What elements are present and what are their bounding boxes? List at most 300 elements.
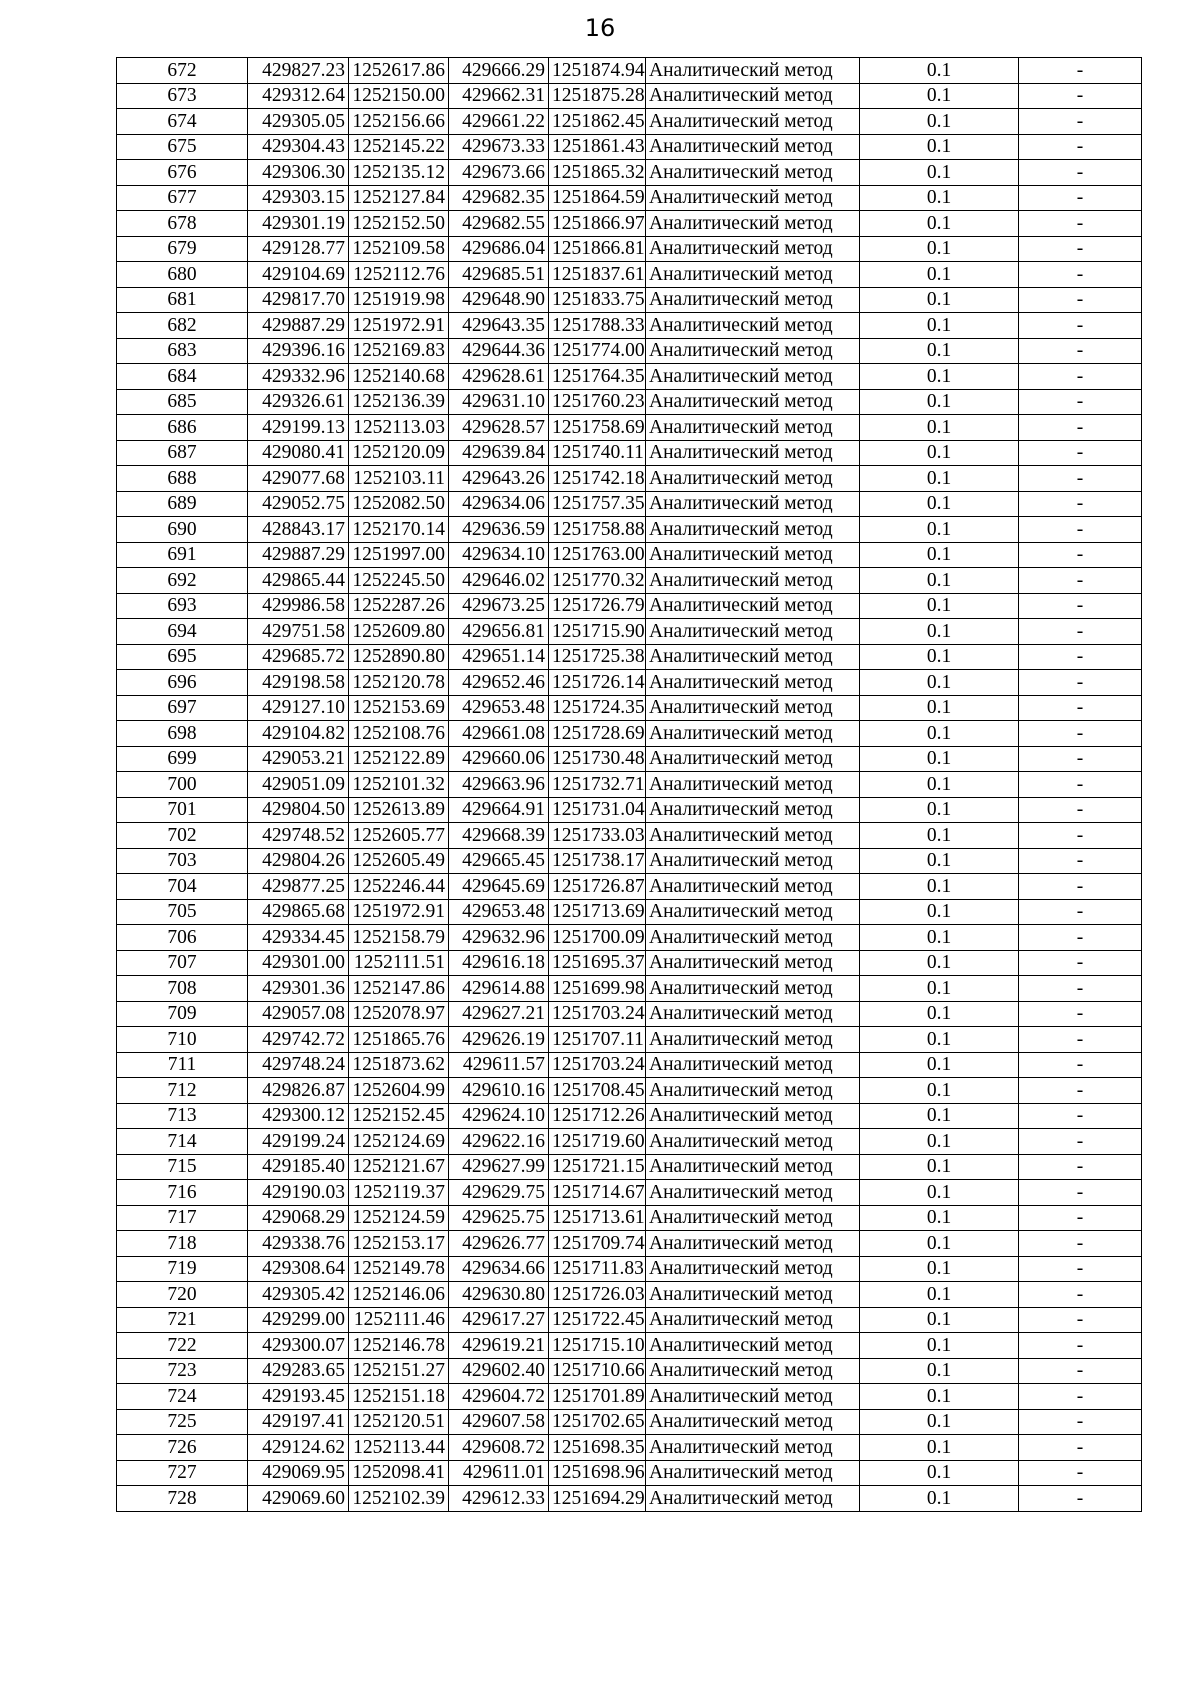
method-cell: Аналитический метод [646,823,860,849]
table-row [117,1307,1142,1333]
x-coordinate-2-cell: 429673.33 [449,134,549,160]
note-cell: - [1019,1001,1142,1027]
method-cell: Аналитический метод [646,1307,860,1333]
x-coordinate-2-cell: 429628.57 [449,415,549,441]
accuracy-cell: 0.1 [860,313,1019,339]
point-number-cell: 702 [117,823,248,849]
accuracy-cell: 0.1 [860,593,1019,619]
y-coordinate-2-cell: 1251757.35 [549,491,646,517]
y-coordinate-cell: 1252136.39 [349,389,449,415]
y-coordinate-2-cell: 1251733.03 [549,823,646,849]
coordinates-table [116,57,1142,1512]
note-cell: - [1019,313,1142,339]
x-coordinate-2-cell: 429661.08 [449,721,549,747]
note-cell: - [1019,491,1142,517]
point-number-cell: 711 [117,1052,248,1078]
y-coordinate-cell: 1252152.50 [349,211,449,237]
y-coordinate-2-cell: 1251774.00 [549,338,646,364]
table-row [117,1333,1142,1359]
note-cell: - [1019,721,1142,747]
x-coordinate-2-cell: 429616.18 [449,950,549,976]
note-cell: - [1019,160,1142,186]
x-coordinate-2-cell: 429607.58 [449,1409,549,1435]
method-cell: Аналитический метод [646,466,860,492]
table-row [117,1078,1142,1104]
method-cell: Аналитический метод [646,236,860,262]
point-number-cell: 685 [117,389,248,415]
y-coordinate-cell: 1252111.51 [349,950,449,976]
x-coordinate-cell: 429128.77 [248,236,349,262]
y-coordinate-cell: 1251997.00 [349,542,449,568]
accuracy-cell: 0.1 [860,1282,1019,1308]
y-coordinate-cell: 1252151.18 [349,1384,449,1410]
x-coordinate-2-cell: 429625.75 [449,1205,549,1231]
y-coordinate-2-cell: 1251760.23 [549,389,646,415]
method-cell: Аналитический метод [646,313,860,339]
point-number-cell: 691 [117,542,248,568]
table-row [117,976,1142,1002]
table-row [117,899,1142,925]
method-cell: Аналитический метод [646,1154,860,1180]
accuracy-cell: 0.1 [860,1256,1019,1282]
x-coordinate-cell: 429804.50 [248,797,349,823]
x-coordinate-cell: 429887.29 [248,542,349,568]
accuracy-cell: 0.1 [860,160,1019,186]
x-coordinate-2-cell: 429626.19 [449,1027,549,1053]
x-coordinate-cell: 429301.19 [248,211,349,237]
y-coordinate-2-cell: 1251726.14 [549,670,646,696]
note-cell: - [1019,1460,1142,1486]
accuracy-cell: 0.1 [860,389,1019,415]
x-coordinate-2-cell: 429639.84 [449,440,549,466]
point-number-cell: 679 [117,236,248,262]
note-cell: - [1019,848,1142,874]
x-coordinate-cell: 429338.76 [248,1231,349,1257]
method-cell: Аналитический метод [646,262,860,288]
note-cell: - [1019,950,1142,976]
point-number-cell: 724 [117,1384,248,1410]
y-coordinate-2-cell: 1251713.69 [549,899,646,925]
method-cell: Аналитический метод [646,670,860,696]
y-coordinate-2-cell: 1251862.45 [549,109,646,135]
accuracy-cell: 0.1 [860,185,1019,211]
note-cell: - [1019,389,1142,415]
point-number-cell: 692 [117,568,248,594]
y-coordinate-2-cell: 1251738.17 [549,848,646,874]
x-coordinate-2-cell: 429634.10 [449,542,549,568]
x-coordinate-2-cell: 429653.48 [449,695,549,721]
y-coordinate-2-cell: 1251721.15 [549,1154,646,1180]
table-row [117,415,1142,441]
accuracy-cell: 0.1 [860,1205,1019,1231]
table-row [117,568,1142,594]
note-cell: - [1019,1282,1142,1308]
method-cell: Аналитический метод [646,772,860,798]
x-coordinate-cell: 429817.70 [248,287,349,313]
x-coordinate-cell: 429127.10 [248,695,349,721]
y-coordinate-cell: 1252146.78 [349,1333,449,1359]
note-cell: - [1019,670,1142,696]
note-cell: - [1019,568,1142,594]
y-coordinate-2-cell: 1251837.61 [549,262,646,288]
note-cell: - [1019,287,1142,313]
y-coordinate-2-cell: 1251711.83 [549,1256,646,1282]
method-cell: Аналитический метод [646,389,860,415]
x-coordinate-cell: 429300.07 [248,1333,349,1359]
table-row [117,338,1142,364]
y-coordinate-cell: 1252120.78 [349,670,449,696]
accuracy-cell: 0.1 [860,1333,1019,1359]
table-row [117,1460,1142,1486]
point-number-cell: 673 [117,83,248,109]
y-coordinate-cell: 1252150.00 [349,83,449,109]
accuracy-cell: 0.1 [860,1180,1019,1206]
accuracy-cell: 0.1 [860,1486,1019,1512]
table-row [117,670,1142,696]
point-number-cell: 709 [117,1001,248,1027]
y-coordinate-cell: 1252101.32 [349,772,449,798]
y-coordinate-cell: 1252604.99 [349,1078,449,1104]
x-coordinate-2-cell: 429617.27 [449,1307,549,1333]
y-coordinate-cell: 1252609.80 [349,619,449,645]
y-coordinate-2-cell: 1251770.32 [549,568,646,594]
x-coordinate-cell: 429334.45 [248,925,349,951]
method-cell: Аналитический метод [646,1486,860,1512]
method-cell: Аналитический метод [646,1358,860,1384]
accuracy-cell: 0.1 [860,925,1019,951]
note-cell: - [1019,58,1142,84]
note-cell: - [1019,644,1142,670]
y-coordinate-cell: 1252121.67 [349,1154,449,1180]
accuracy-cell: 0.1 [860,338,1019,364]
y-coordinate-2-cell: 1251701.89 [549,1384,646,1410]
accuracy-cell: 0.1 [860,1435,1019,1461]
note-cell: - [1019,1103,1142,1129]
y-coordinate-2-cell: 1251719.60 [549,1129,646,1155]
x-coordinate-cell: 429051.09 [248,772,349,798]
y-coordinate-2-cell: 1251695.37 [549,950,646,976]
point-number-cell: 680 [117,262,248,288]
note-cell: - [1019,1027,1142,1053]
accuracy-cell: 0.1 [860,1358,1019,1384]
note-cell: - [1019,1486,1142,1512]
x-coordinate-2-cell: 429646.02 [449,568,549,594]
x-coordinate-cell: 429301.00 [248,950,349,976]
note-cell: - [1019,619,1142,645]
x-coordinate-cell: 429751.58 [248,619,349,645]
table-row [117,874,1142,900]
y-coordinate-2-cell: 1251722.45 [549,1307,646,1333]
point-number-cell: 713 [117,1103,248,1129]
x-coordinate-2-cell: 429604.72 [449,1384,549,1410]
method-cell: Аналитический метод [646,1333,860,1359]
table-row [117,236,1142,262]
note-cell: - [1019,1384,1142,1410]
y-coordinate-cell: 1251865.76 [349,1027,449,1053]
table-row [117,925,1142,951]
x-coordinate-2-cell: 429610.16 [449,1078,549,1104]
x-coordinate-2-cell: 429619.21 [449,1333,549,1359]
y-coordinate-2-cell: 1251728.69 [549,721,646,747]
accuracy-cell: 0.1 [860,1460,1019,1486]
point-number-cell: 723 [117,1358,248,1384]
note-cell: - [1019,1052,1142,1078]
accuracy-cell: 0.1 [860,542,1019,568]
y-coordinate-2-cell: 1251726.03 [549,1282,646,1308]
x-coordinate-cell: 429306.30 [248,160,349,186]
note-cell: - [1019,925,1142,951]
y-coordinate-cell: 1251873.62 [349,1052,449,1078]
method-cell: Аналитический метод [646,568,860,594]
y-coordinate-cell: 1252109.58 [349,236,449,262]
x-coordinate-cell: 429887.29 [248,313,349,339]
method-cell: Аналитический метод [646,491,860,517]
y-coordinate-2-cell: 1251725.38 [549,644,646,670]
table-row [117,848,1142,874]
method-cell: Аналитический метод [646,83,860,109]
accuracy-cell: 0.1 [860,797,1019,823]
accuracy-cell: 0.1 [860,1384,1019,1410]
y-coordinate-2-cell: 1251709.74 [549,1231,646,1257]
y-coordinate-2-cell: 1251699.98 [549,976,646,1002]
y-coordinate-2-cell: 1251833.75 [549,287,646,313]
note-cell: - [1019,109,1142,135]
method-cell: Аналитический метод [646,899,860,925]
y-coordinate-2-cell: 1251730.48 [549,746,646,772]
table-row [117,58,1142,84]
note-cell: - [1019,1129,1142,1155]
method-cell: Аналитический метод [646,415,860,441]
accuracy-cell: 0.1 [860,1103,1019,1129]
method-cell: Аналитический метод [646,338,860,364]
accuracy-cell: 0.1 [860,466,1019,492]
y-coordinate-2-cell: 1251713.61 [549,1205,646,1231]
table-row [117,83,1142,109]
point-number-cell: 706 [117,925,248,951]
point-number-cell: 704 [117,874,248,900]
table-row [117,1027,1142,1053]
y-coordinate-2-cell: 1251875.28 [549,83,646,109]
x-coordinate-2-cell: 429632.96 [449,925,549,951]
accuracy-cell: 0.1 [860,491,1019,517]
y-coordinate-2-cell: 1251758.88 [549,517,646,543]
y-coordinate-cell: 1252140.68 [349,364,449,390]
y-coordinate-cell: 1252113.03 [349,415,449,441]
method-cell: Аналитический метод [646,1205,860,1231]
method-cell: Аналитический метод [646,746,860,772]
y-coordinate-cell: 1252147.86 [349,976,449,1002]
table-row [117,644,1142,670]
accuracy-cell: 0.1 [860,109,1019,135]
y-coordinate-2-cell: 1251874.94 [549,58,646,84]
y-coordinate-cell: 1252605.49 [349,848,449,874]
x-coordinate-2-cell: 429661.22 [449,109,549,135]
y-coordinate-2-cell: 1251865.32 [549,160,646,186]
table-row [117,1256,1142,1282]
method-cell: Аналитический метод [646,874,860,900]
y-coordinate-2-cell: 1251707.11 [549,1027,646,1053]
point-number-cell: 716 [117,1180,248,1206]
y-coordinate-2-cell: 1251714.67 [549,1180,646,1206]
method-cell: Аналитический метод [646,1001,860,1027]
y-coordinate-2-cell: 1251866.81 [549,236,646,262]
x-coordinate-2-cell: 429611.01 [449,1460,549,1486]
x-coordinate-cell: 429300.12 [248,1103,349,1129]
point-number-cell: 693 [117,593,248,619]
accuracy-cell: 0.1 [860,619,1019,645]
method-cell: Аналитический метод [646,593,860,619]
table-row [117,1231,1142,1257]
x-coordinate-cell: 429748.24 [248,1052,349,1078]
y-coordinate-cell: 1252287.26 [349,593,449,619]
y-coordinate-cell: 1252124.69 [349,1129,449,1155]
y-coordinate-cell: 1252617.86 [349,58,449,84]
accuracy-cell: 0.1 [860,415,1019,441]
note-cell: - [1019,695,1142,721]
x-coordinate-cell: 429198.58 [248,670,349,696]
table-row [117,1103,1142,1129]
note-cell: - [1019,466,1142,492]
y-coordinate-cell: 1252111.46 [349,1307,449,1333]
x-coordinate-cell: 429199.24 [248,1129,349,1155]
accuracy-cell: 0.1 [860,823,1019,849]
x-coordinate-2-cell: 429648.90 [449,287,549,313]
x-coordinate-2-cell: 429663.96 [449,772,549,798]
point-number-cell: 684 [117,364,248,390]
x-coordinate-cell: 429304.43 [248,134,349,160]
method-cell: Аналитический метод [646,517,860,543]
point-number-cell: 678 [117,211,248,237]
note-cell: - [1019,1078,1142,1104]
method-cell: Аналитический метод [646,1435,860,1461]
y-coordinate-2-cell: 1251740.11 [549,440,646,466]
table-row [117,313,1142,339]
method-cell: Аналитический метод [646,109,860,135]
x-coordinate-cell: 429197.41 [248,1409,349,1435]
x-coordinate-cell: 429104.69 [248,262,349,288]
accuracy-cell: 0.1 [860,364,1019,390]
x-coordinate-cell: 429685.72 [248,644,349,670]
y-coordinate-cell: 1252153.69 [349,695,449,721]
note-cell: - [1019,1409,1142,1435]
y-coordinate-2-cell: 1251712.26 [549,1103,646,1129]
accuracy-cell: 0.1 [860,1001,1019,1027]
table-row [117,287,1142,313]
y-coordinate-2-cell: 1251708.45 [549,1078,646,1104]
x-coordinate-cell: 429865.44 [248,568,349,594]
table-row [117,772,1142,798]
note-cell: - [1019,1307,1142,1333]
table-row [117,1180,1142,1206]
point-number-cell: 700 [117,772,248,798]
note-cell: - [1019,134,1142,160]
point-number-cell: 707 [117,950,248,976]
x-coordinate-cell: 429283.65 [248,1358,349,1384]
method-cell: Аналитический метод [646,440,860,466]
x-coordinate-2-cell: 429685.51 [449,262,549,288]
accuracy-cell: 0.1 [860,848,1019,874]
x-coordinate-cell: 429299.00 [248,1307,349,1333]
x-coordinate-cell: 429080.41 [248,440,349,466]
point-number-cell: 687 [117,440,248,466]
accuracy-cell: 0.1 [860,772,1019,798]
table-row [117,695,1142,721]
note-cell: - [1019,415,1142,441]
y-coordinate-cell: 1252156.66 [349,109,449,135]
y-coordinate-2-cell: 1251715.90 [549,619,646,645]
x-coordinate-2-cell: 429643.26 [449,466,549,492]
note-cell: - [1019,1256,1142,1282]
accuracy-cell: 0.1 [860,262,1019,288]
x-coordinate-2-cell: 429686.04 [449,236,549,262]
x-coordinate-cell: 429305.42 [248,1282,349,1308]
point-number-cell: 715 [117,1154,248,1180]
x-coordinate-cell: 429124.62 [248,1435,349,1461]
method-cell: Аналитический метод [646,1460,860,1486]
y-coordinate-cell: 1252605.77 [349,823,449,849]
x-coordinate-2-cell: 429668.39 [449,823,549,849]
y-coordinate-2-cell: 1251702.65 [549,1409,646,1435]
point-number-cell: 727 [117,1460,248,1486]
x-coordinate-cell: 429193.45 [248,1384,349,1410]
method-cell: Аналитический метод [646,695,860,721]
table-row [117,1358,1142,1384]
point-number-cell: 672 [117,58,248,84]
table-row [117,1486,1142,1512]
x-coordinate-2-cell: 429644.36 [449,338,549,364]
note-cell: - [1019,593,1142,619]
point-number-cell: 703 [117,848,248,874]
note-cell: - [1019,874,1142,900]
x-coordinate-2-cell: 429682.35 [449,185,549,211]
y-coordinate-cell: 1252124.59 [349,1205,449,1231]
x-coordinate-2-cell: 429664.91 [449,797,549,823]
method-cell: Аналитический метод [646,619,860,645]
point-number-cell: 718 [117,1231,248,1257]
y-coordinate-2-cell: 1251742.18 [549,466,646,492]
table-row [117,1129,1142,1155]
y-coordinate-cell: 1252102.39 [349,1486,449,1512]
accuracy-cell: 0.1 [860,721,1019,747]
note-cell: - [1019,83,1142,109]
x-coordinate-cell: 429312.64 [248,83,349,109]
note-cell: - [1019,185,1142,211]
method-cell: Аналитический метод [646,976,860,1002]
method-cell: Аналитический метод [646,1256,860,1282]
table-row [117,1409,1142,1435]
y-coordinate-cell: 1251972.91 [349,899,449,925]
point-number-cell: 683 [117,338,248,364]
y-coordinate-cell: 1252170.14 [349,517,449,543]
note-cell: - [1019,211,1142,237]
method-cell: Аналитический метод [646,185,860,211]
table-row [117,109,1142,135]
point-number-cell: 714 [117,1129,248,1155]
y-coordinate-2-cell: 1251763.00 [549,542,646,568]
x-coordinate-2-cell: 429634.66 [449,1256,549,1282]
y-coordinate-2-cell: 1251861.43 [549,134,646,160]
x-coordinate-cell: 429069.60 [248,1486,349,1512]
y-coordinate-2-cell: 1251732.71 [549,772,646,798]
y-coordinate-2-cell: 1251703.24 [549,1052,646,1078]
accuracy-cell: 0.1 [860,874,1019,900]
note-cell: - [1019,823,1142,849]
table-row [117,262,1142,288]
point-number-cell: 698 [117,721,248,747]
x-coordinate-2-cell: 429602.40 [449,1358,549,1384]
method-cell: Аналитический метод [646,950,860,976]
accuracy-cell: 0.1 [860,83,1019,109]
